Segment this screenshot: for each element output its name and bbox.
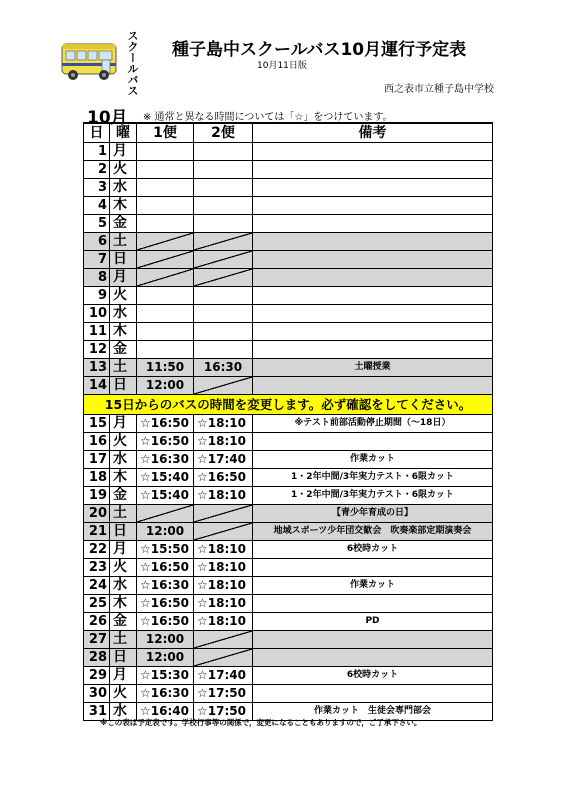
trip1-time-cell xyxy=(137,161,194,179)
trip2-time-cell: ☆18:10 xyxy=(194,415,253,433)
day-cell: 25 xyxy=(84,595,110,613)
weekday-cell: 木 xyxy=(110,197,137,215)
trip1-time-cell: 11:50 xyxy=(137,359,194,377)
table-row xyxy=(84,341,493,359)
trip1-time-cell: ☆16:30 xyxy=(137,451,194,469)
trip1-time-cell: ☆16:50 xyxy=(137,613,194,631)
weekday-cell: 火 xyxy=(110,559,137,577)
weekday-cell: 水 xyxy=(110,703,137,721)
table-row xyxy=(84,631,493,649)
weekday-cell: 火 xyxy=(110,685,137,703)
day-cell: 29 xyxy=(84,667,110,685)
trip2-time-cell xyxy=(194,341,253,359)
note-cell xyxy=(253,233,493,251)
weekday-cell: 日 xyxy=(110,251,137,269)
day-cell: 9 xyxy=(84,287,110,305)
table-row xyxy=(84,215,493,233)
trip1-time-cell: ☆16:50 xyxy=(137,559,194,577)
note-cell: 【青少年育成の日】 xyxy=(253,505,493,523)
trip2-time-cell xyxy=(194,305,253,323)
table-row xyxy=(84,595,493,613)
month-label: 10月 xyxy=(87,108,128,128)
header-row xyxy=(84,123,493,143)
table-row xyxy=(84,359,493,377)
trip1-time-cell: ☆16:40 xyxy=(137,703,194,721)
weekday-cell: 月 xyxy=(110,269,137,287)
note-cell xyxy=(253,305,493,323)
table-row xyxy=(84,613,493,631)
note-cell: 6校時カット xyxy=(253,541,493,559)
weekday-cell: 金 xyxy=(110,215,137,233)
table-row xyxy=(84,415,493,433)
school-bus-icon xyxy=(58,40,120,84)
note-cell xyxy=(253,433,493,451)
weekday-cell: 月 xyxy=(110,541,137,559)
note-cell: 土曜授業 xyxy=(253,359,493,377)
footnote: ※この表は予定表です。学校行事等の関係で，変更になることもありますので，ご了承下さい。 xyxy=(100,718,422,727)
weekday-cell: 土 xyxy=(110,233,137,251)
table-row xyxy=(84,433,493,451)
col-trip2-header: 2便 xyxy=(194,123,253,143)
day-cell: 30 xyxy=(84,685,110,703)
trip2-time-cell xyxy=(194,523,253,541)
note-cell xyxy=(253,377,493,395)
trip1-time-cell: ☆16:50 xyxy=(137,415,194,433)
weekday-cell: 火 xyxy=(110,161,137,179)
table-row xyxy=(84,143,493,161)
trip1-time-cell xyxy=(137,269,194,287)
day-cell: 24 xyxy=(84,577,110,595)
day-cell: 12 xyxy=(84,341,110,359)
note-cell xyxy=(253,595,493,613)
note-cell xyxy=(253,251,493,269)
weekday-cell: 土 xyxy=(110,631,137,649)
trip1-time-cell: 12:00 xyxy=(137,631,194,649)
table-row xyxy=(84,541,493,559)
trip1-time-cell: 12:00 xyxy=(137,649,194,667)
note-cell: ※テスト前部活動停止期間（～18日） xyxy=(253,415,493,433)
day-cell: 19 xyxy=(84,487,110,505)
day-cell: 28 xyxy=(84,649,110,667)
trip1-time-cell xyxy=(137,323,194,341)
trip2-time-cell: ☆16:50 xyxy=(194,469,253,487)
trip2-time-cell: ☆18:10 xyxy=(194,595,253,613)
day-cell: 11 xyxy=(84,323,110,341)
trip1-time-cell: 12:00 xyxy=(137,523,194,541)
table-row xyxy=(84,451,493,469)
trip2-time-cell xyxy=(194,323,253,341)
table-row xyxy=(84,667,493,685)
day-cell: 26 xyxy=(84,613,110,631)
weekday-cell: 水 xyxy=(110,451,137,469)
day-cell: 6 xyxy=(84,233,110,251)
table-row xyxy=(84,161,493,179)
table-row xyxy=(84,523,493,541)
day-cell: 27 xyxy=(84,631,110,649)
weekday-cell: 木 xyxy=(110,323,137,341)
note-cell xyxy=(253,649,493,667)
table-row xyxy=(84,377,493,395)
note-cell xyxy=(253,631,493,649)
trip2-time-cell xyxy=(194,143,253,161)
day-cell: 8 xyxy=(84,269,110,287)
trip2-time-cell: ☆18:10 xyxy=(194,433,253,451)
trip2-time-cell xyxy=(194,251,253,269)
trip2-time-cell xyxy=(194,161,253,179)
school-name: 西之表市立種子島中学校 xyxy=(384,84,494,95)
trip1-time-cell xyxy=(137,179,194,197)
weekday-cell: 月 xyxy=(110,667,137,685)
weekday-cell: 火 xyxy=(110,287,137,305)
note-cell xyxy=(253,161,493,179)
note-cell xyxy=(253,341,493,359)
col-trip1-header: 1便 xyxy=(137,123,194,143)
note-cell xyxy=(253,215,493,233)
note-cell xyxy=(253,287,493,305)
schedule-table xyxy=(83,122,493,721)
trip2-time-cell xyxy=(194,215,253,233)
weekday-cell: 月 xyxy=(110,143,137,161)
note-cell: 1・2年中間/3年実力テスト・6限カット xyxy=(253,469,493,487)
weekday-cell: 木 xyxy=(110,469,137,487)
day-cell: 15 xyxy=(84,415,110,433)
trip1-time-cell: ☆16:50 xyxy=(137,595,194,613)
banner-text: 15日からのバスの時間を変更します。必ず確認をしてください。 xyxy=(84,395,493,415)
page-title: 種子島中スクールバス10月運行予定表 xyxy=(172,40,467,60)
trip2-time-cell xyxy=(194,233,253,251)
day-cell: 21 xyxy=(84,523,110,541)
day-cell: 3 xyxy=(84,179,110,197)
trip1-time-cell xyxy=(137,251,194,269)
trip2-time-cell: ☆17:50 xyxy=(194,685,253,703)
table-row xyxy=(84,269,493,287)
trip2-time-cell: ☆17:50 xyxy=(194,703,253,721)
day-cell: 16 xyxy=(84,433,110,451)
day-cell: 10 xyxy=(84,305,110,323)
weekday-cell: 木 xyxy=(110,595,137,613)
weekday-cell: 日 xyxy=(110,377,137,395)
trip1-time-cell xyxy=(137,305,194,323)
table-row xyxy=(84,685,493,703)
trip1-time-cell xyxy=(137,287,194,305)
trip1-time-cell: ☆16:30 xyxy=(137,577,194,595)
weekday-cell: 金 xyxy=(110,613,137,631)
day-cell: 5 xyxy=(84,215,110,233)
weekday-cell: 土 xyxy=(110,359,137,377)
trip1-time-cell: ☆15:40 xyxy=(137,487,194,505)
table-row xyxy=(84,505,493,523)
trip1-time-cell xyxy=(137,341,194,359)
star-notice: ※ 通常と異なる時間については「☆」をつけています。 xyxy=(143,112,393,123)
trip1-time-cell: ☆15:40 xyxy=(137,469,194,487)
table-row xyxy=(84,233,493,251)
note-cell xyxy=(253,323,493,341)
weekday-cell: 水 xyxy=(110,577,137,595)
trip1-time-cell: 12:00 xyxy=(137,377,194,395)
note-cell xyxy=(253,559,493,577)
trip2-time-cell xyxy=(194,631,253,649)
weekday-cell: 金 xyxy=(110,487,137,505)
note-cell xyxy=(253,143,493,161)
trip1-time-cell xyxy=(137,215,194,233)
note-cell: 作業カット xyxy=(253,577,493,595)
schedule-change-banner xyxy=(84,395,493,415)
trip1-time-cell xyxy=(137,505,194,523)
note-cell xyxy=(253,685,493,703)
day-cell: 14 xyxy=(84,377,110,395)
note-cell: PD xyxy=(253,613,493,631)
note-cell: 作業カット xyxy=(253,451,493,469)
trip2-time-cell xyxy=(194,197,253,215)
day-cell: 18 xyxy=(84,469,110,487)
note-cell: 1・2年中間/3年実力テスト・6限カット xyxy=(253,487,493,505)
trip2-time-cell: ☆18:10 xyxy=(194,487,253,505)
weekday-cell: 水 xyxy=(110,305,137,323)
weekday-cell: 月 xyxy=(110,415,137,433)
note-cell: 地域スポーツ少年団交歓会 吹奏楽部定期演奏会 xyxy=(253,523,493,541)
note-cell xyxy=(253,179,493,197)
table-row xyxy=(84,559,493,577)
trip2-time-cell: ☆18:10 xyxy=(194,613,253,631)
table-row xyxy=(84,305,493,323)
table-row xyxy=(84,577,493,595)
weekday-cell: 日 xyxy=(110,649,137,667)
day-cell: 7 xyxy=(84,251,110,269)
trip2-time-cell xyxy=(194,505,253,523)
weekday-cell: 日 xyxy=(110,523,137,541)
note-cell xyxy=(253,197,493,215)
weekday-cell: 金 xyxy=(110,341,137,359)
table-row xyxy=(84,179,493,197)
day-cell: 20 xyxy=(84,505,110,523)
trip2-time-cell xyxy=(194,269,253,287)
table-row xyxy=(84,649,493,667)
trip1-time-cell: ☆16:30 xyxy=(137,685,194,703)
weekday-cell: 水 xyxy=(110,179,137,197)
table-row xyxy=(84,469,493,487)
trip1-time-cell xyxy=(137,197,194,215)
trip1-time-cell: ☆15:30 xyxy=(137,667,194,685)
trip2-time-cell: 16:30 xyxy=(194,359,253,377)
table-row xyxy=(84,323,493,341)
col-dow-header: 曜 xyxy=(110,123,137,143)
trip2-time-cell xyxy=(194,287,253,305)
table-row xyxy=(84,197,493,215)
col-note-header: 備考 xyxy=(253,123,493,143)
trip2-time-cell xyxy=(194,179,253,197)
day-cell: 1 xyxy=(84,143,110,161)
trip1-time-cell: ☆15:50 xyxy=(137,541,194,559)
vertical-label: スクールバス xyxy=(126,30,139,96)
table-row xyxy=(84,487,493,505)
note-cell xyxy=(253,269,493,287)
day-cell: 23 xyxy=(84,559,110,577)
trip2-time-cell: ☆18:10 xyxy=(194,541,253,559)
table-row xyxy=(84,251,493,269)
day-cell: 31 xyxy=(84,703,110,721)
note-cell: 作業カット 生徒会専門部会 xyxy=(253,703,493,721)
trip2-time-cell: ☆18:10 xyxy=(194,559,253,577)
trip2-time-cell xyxy=(194,377,253,395)
day-cell: 13 xyxy=(84,359,110,377)
trip1-time-cell xyxy=(137,233,194,251)
trip2-time-cell: ☆17:40 xyxy=(194,451,253,469)
trip1-time-cell xyxy=(137,143,194,161)
day-cell: 22 xyxy=(84,541,110,559)
weekday-cell: 土 xyxy=(110,505,137,523)
table-row xyxy=(84,287,493,305)
trip1-time-cell: ☆16:50 xyxy=(137,433,194,451)
trip2-time-cell: ☆18:10 xyxy=(194,577,253,595)
col-day-header: 日 xyxy=(84,123,110,143)
day-cell: 2 xyxy=(84,161,110,179)
day-cell: 17 xyxy=(84,451,110,469)
trip2-time-cell xyxy=(194,649,253,667)
weekday-cell: 火 xyxy=(110,433,137,451)
edition-date: 10月11日版 xyxy=(257,61,307,71)
trip2-time-cell: ☆17:40 xyxy=(194,667,253,685)
day-cell: 4 xyxy=(84,197,110,215)
note-cell: 6校時カット xyxy=(253,667,493,685)
